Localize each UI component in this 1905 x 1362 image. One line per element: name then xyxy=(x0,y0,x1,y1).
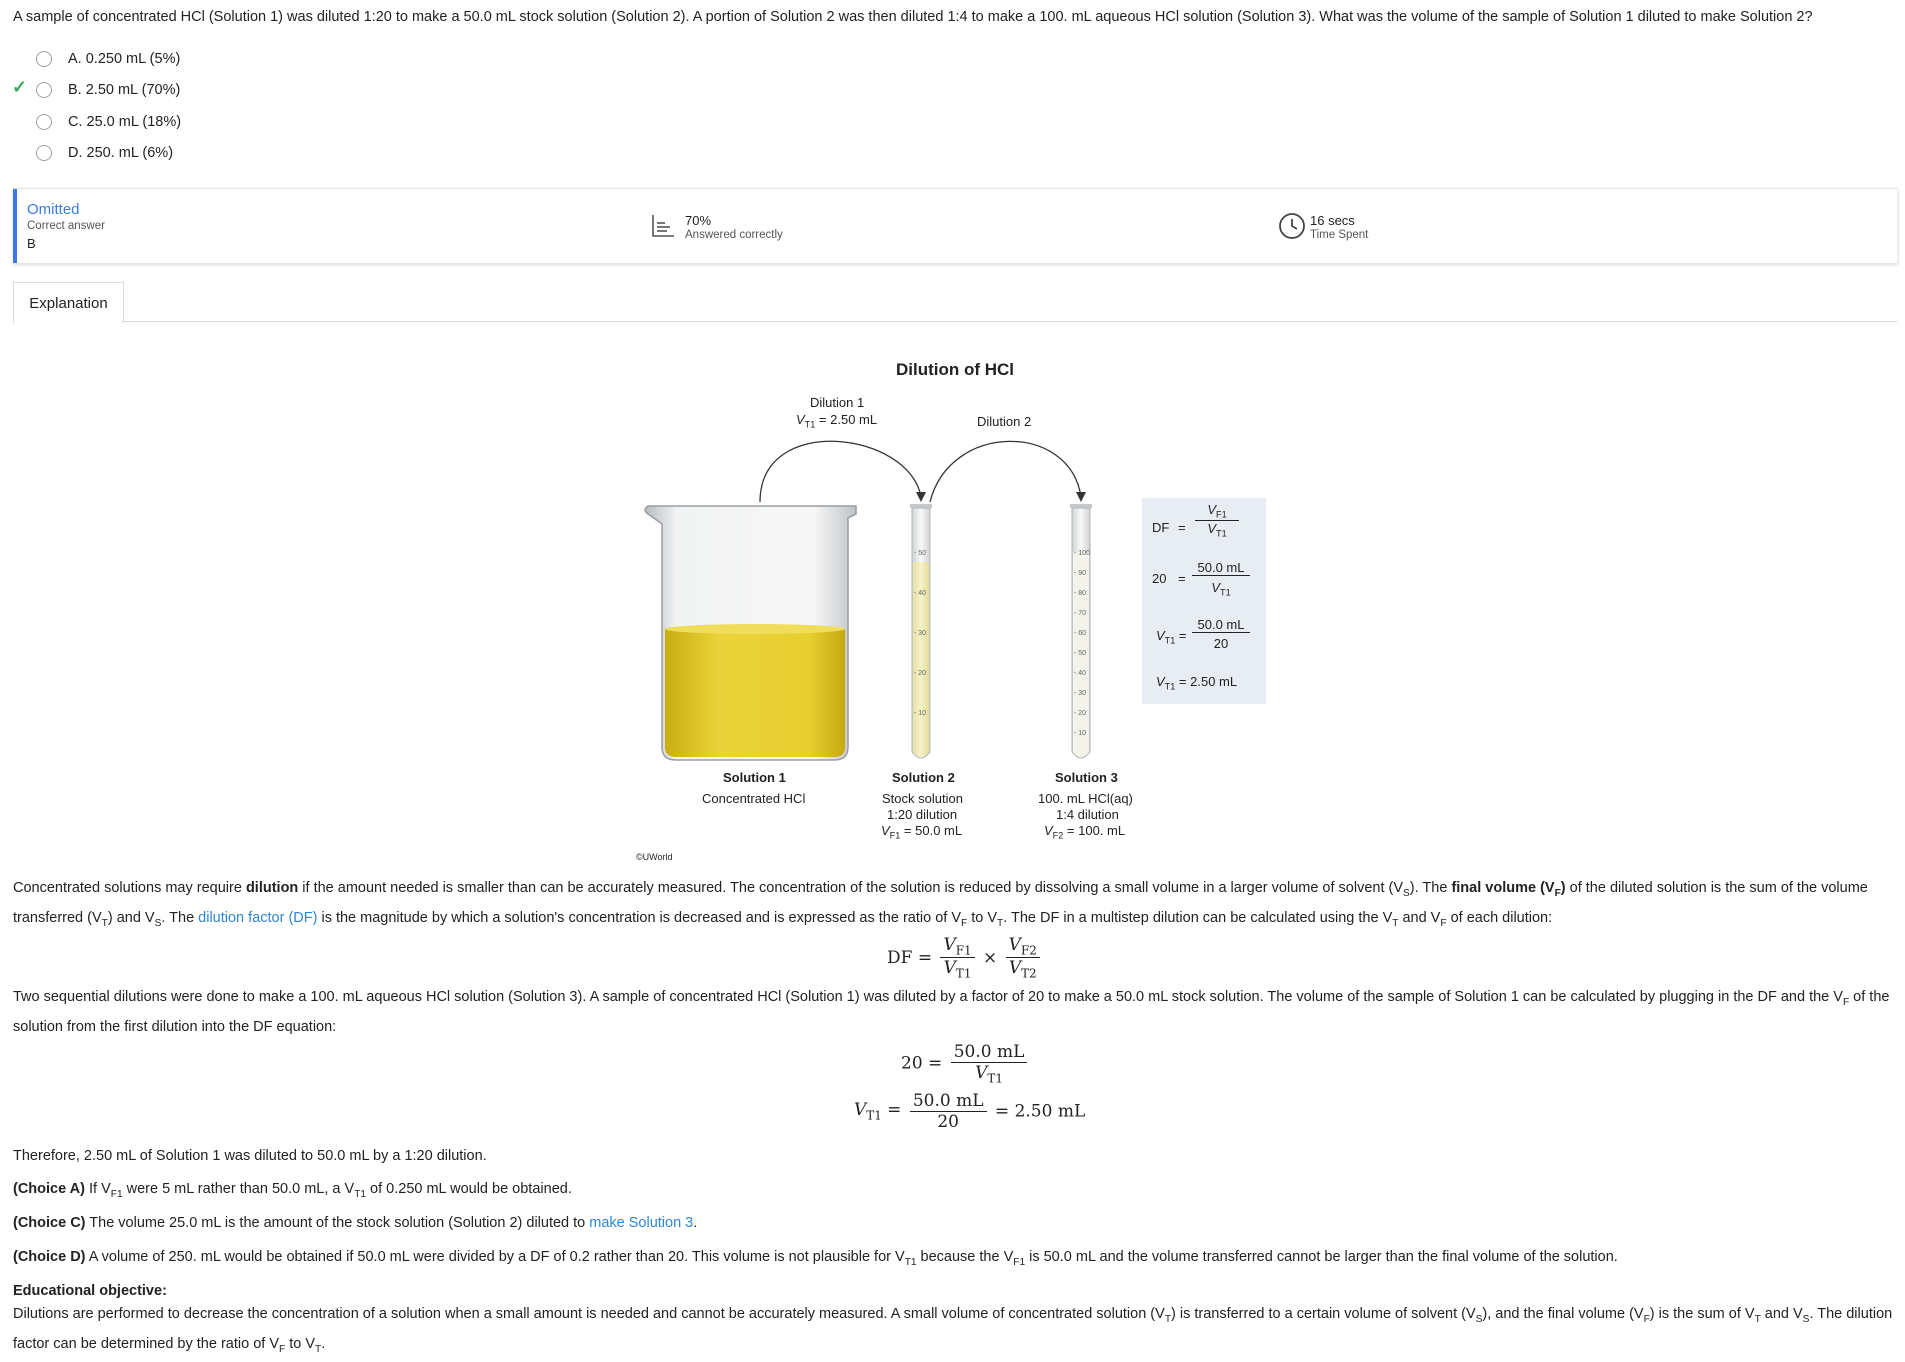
box-twenty: 20 xyxy=(1152,571,1167,586)
time-spent: 16 secs xyxy=(1310,213,1355,228)
sol3-sub1: 100. mL HCl(aq) xyxy=(1038,791,1133,806)
vt1-label: $V_{T1} = 2.50$ mL xyxy=(796,412,878,430)
radio-button[interactable] xyxy=(36,82,52,98)
bar-chart-icon xyxy=(650,213,676,239)
clock-icon xyxy=(1278,212,1306,240)
sol2-sub1: Stock solution xyxy=(882,791,963,806)
df-substitution-equation: 20 = $\frac{50.0 mL}{V_{T1}}$ xyxy=(901,1042,1030,1085)
choice-label: D. 250. mL (6%) xyxy=(68,145,174,161)
status-text: Omitted xyxy=(27,201,80,218)
df-equation: DF = $\frac{V_{F1}}{V_{T1}}$ × $\frac{V_{F2}}{V_{T2}}$ xyxy=(887,935,1043,981)
copyright: ©UWorld xyxy=(636,852,673,862)
tube3-tick: - 70 xyxy=(1074,610,1087,617)
glassware-drawing xyxy=(620,352,1280,862)
objective-title: Educational objective: xyxy=(13,1283,167,1299)
tube2-tick: - 10 xyxy=(914,710,927,717)
choice-a-explanation: (Choice A) If $V_{F1}$ were 5 mL rather than 50.0 mL, a $V_{T1}$ of 0.250 mL would be obtained. xyxy=(13,1181,572,1200)
tube2-tick: - 50 xyxy=(914,550,927,557)
explanation-paragraph-1: Concentrated solutions may require dilution if the amount needed is smaller than can be accurately measured. The concentration of the solution is reduced by dissolving a small volume in a larger volume of solvent $(V_S)$. The final volume $(V_F)$ of the diluted solution is the sum of the volume transferred $(V_T)$ and $V_S$. The dilution factor (DF) is the magnitude by which a solution's concentration is decreased and is expressed as the ratio of $V_F$ to $V_T$. The DF in a multistep dilution can be calculated using the $V_T$ and $V_F$ of each dilution: xyxy=(13,880,1868,929)
tube2-tick: - 30 xyxy=(914,630,927,637)
tab-divider xyxy=(122,321,1897,322)
sol2-sub2: 1:20 dilution xyxy=(887,807,958,822)
sol2-title: Solution 2 xyxy=(892,770,955,785)
tube3-tick: - 20 xyxy=(1074,710,1087,717)
tube3-tick: - 100 xyxy=(1074,550,1090,557)
time-label: Time Spent xyxy=(1310,229,1369,241)
choice-label: B. 2.50 mL (70%) xyxy=(68,82,181,98)
tube2-tick: - 40 xyxy=(914,590,927,597)
check-icon: ✓ xyxy=(12,77,28,97)
percent-correct: 70% xyxy=(685,213,712,228)
sol2-sub3: $V_{F1} = 50.0$ mL xyxy=(881,823,963,841)
sol3-sub2: 1:4 dilution xyxy=(1056,807,1119,822)
make-solution-3-link[interactable]: make Solution 3 xyxy=(589,1215,694,1231)
tube3-tick: - 90 xyxy=(1074,570,1087,577)
radio-button[interactable] xyxy=(36,114,52,130)
dilution-factor-link[interactable]: dilution factor (DF) xyxy=(198,909,318,926)
tube3-tick: - 30 xyxy=(1074,690,1087,697)
box-equals: = xyxy=(1178,520,1186,535)
box-vt1-eq: $V_{T1}$ = xyxy=(1156,628,1187,646)
sol1-title: Solution 1 xyxy=(723,770,786,785)
percent-label: Answered correctly xyxy=(685,229,783,241)
dilution-figure xyxy=(620,352,1280,862)
box-frac-div: 50.0 mL 20 xyxy=(1192,617,1250,651)
tube3-tick: - 80 xyxy=(1074,590,1087,597)
tube3-tick: - 60 xyxy=(1074,630,1087,637)
tube3-tick: - 50 xyxy=(1074,650,1087,657)
sol1-sub: Concentrated HCl xyxy=(702,791,806,806)
choice-label: A. 0.250 mL (5%) xyxy=(68,51,181,67)
stats-panel xyxy=(13,188,1898,264)
tube3-tick: - 40 xyxy=(1074,670,1087,677)
choice-d-explanation: (Choice D) A volume of 250. mL would be obtained if 50.0 mL were divided by a DF of 0.2 rather than 20. This volume is not plausible for $V_{T1}$ because the $V_{F1}$ is 50.0 mL and the volume transferred cannot be larger than the final volume of the solution. xyxy=(13,1249,1618,1268)
question-text: A sample of concentrated HCl (Solution 1) was diluted 1:20 to make a 50.0 mL stock solution (Solution 2). A portion of Solution 2 was then diluted 1:4 to make a 100. mL aqueous HCl solution (Solution 3). What was the volume of the sample of Solution 1 diluted to make Solution 2? xyxy=(13,9,1813,25)
box-df: DF xyxy=(1152,520,1170,535)
figure-title: Dilution of HCl xyxy=(896,360,1015,379)
tab-explanation[interactable]: Explanation xyxy=(13,282,124,323)
tube3-tick: - 10 xyxy=(1074,730,1087,737)
choice-d[interactable] xyxy=(36,141,173,165)
dilution1-label: Dilution 1 xyxy=(810,395,865,410)
choice-b[interactable] xyxy=(36,78,180,102)
radio-button[interactable] xyxy=(36,51,52,67)
box-frac-vf1: $V_{F1}$ $V_{T1}$ xyxy=(1195,502,1239,538)
status-accent-bar xyxy=(13,189,17,263)
therefore-text: Therefore, 2.50 mL of Solution 1 was diluted to 50.0 mL by a 1:20 dilution. xyxy=(13,1148,487,1164)
choice-c[interactable] xyxy=(36,110,181,134)
objective-text: Dilutions are performed to decrease the concentration of a solution when a small amount is needed and cannot be accurately measured. A small volume of concentrated solution $(V_T)$ is transferred to a certain volume of solvent $(V_S)$, and the final volume $(V_F)$ is the sum of $V_T$ and $V_S$. The dilution factor can be determined by the ratio of $V_F$ to $V_T$. xyxy=(13,1306,1893,1355)
box-equals: = xyxy=(1178,571,1186,586)
box-frac-50: 50.0 mL $V_{T1}$ xyxy=(1192,560,1250,598)
vt1-solution-equation: $V_{T1}$ = $\frac{50.0 mL}{20}$ = 2.50 mL xyxy=(854,1091,1086,1132)
box-result: $V_{T1} = 2.50$ mL xyxy=(1156,674,1238,692)
correct-answer-value: B xyxy=(27,236,36,251)
tube2-tick: - 20 xyxy=(914,670,927,677)
correct-answer-label: Correct answer xyxy=(27,220,105,232)
choice-c-explanation: (Choice C) The volume 25.0 mL is the amount of the stock solution (Solution 2) diluted to make Solution 3. xyxy=(13,1215,698,1231)
choice-label: C. 25.0 mL (18%) xyxy=(68,114,182,130)
sol3-title: Solution 3 xyxy=(1055,770,1118,785)
sol3-sub3: $V_{F2} = 100$. mL xyxy=(1044,823,1126,841)
choice-a[interactable] xyxy=(36,47,180,71)
explanation-paragraph-2: Two sequential dilutions were done to make a 100. mL aqueous HCl solution (Solution 3). A sample of concentrated HCl (Solution 1) was diluted by a factor of 20 to make a 50.0 mL stock solution. The volume of the sample of Solution 1 can be calculated by plugging in the DF and the $V_F$ of the solution from the first dilution into the DF equation: xyxy=(13,989,1890,1035)
dilution2-label: Dilution 2 xyxy=(977,414,1032,429)
radio-button[interactable] xyxy=(36,145,52,161)
